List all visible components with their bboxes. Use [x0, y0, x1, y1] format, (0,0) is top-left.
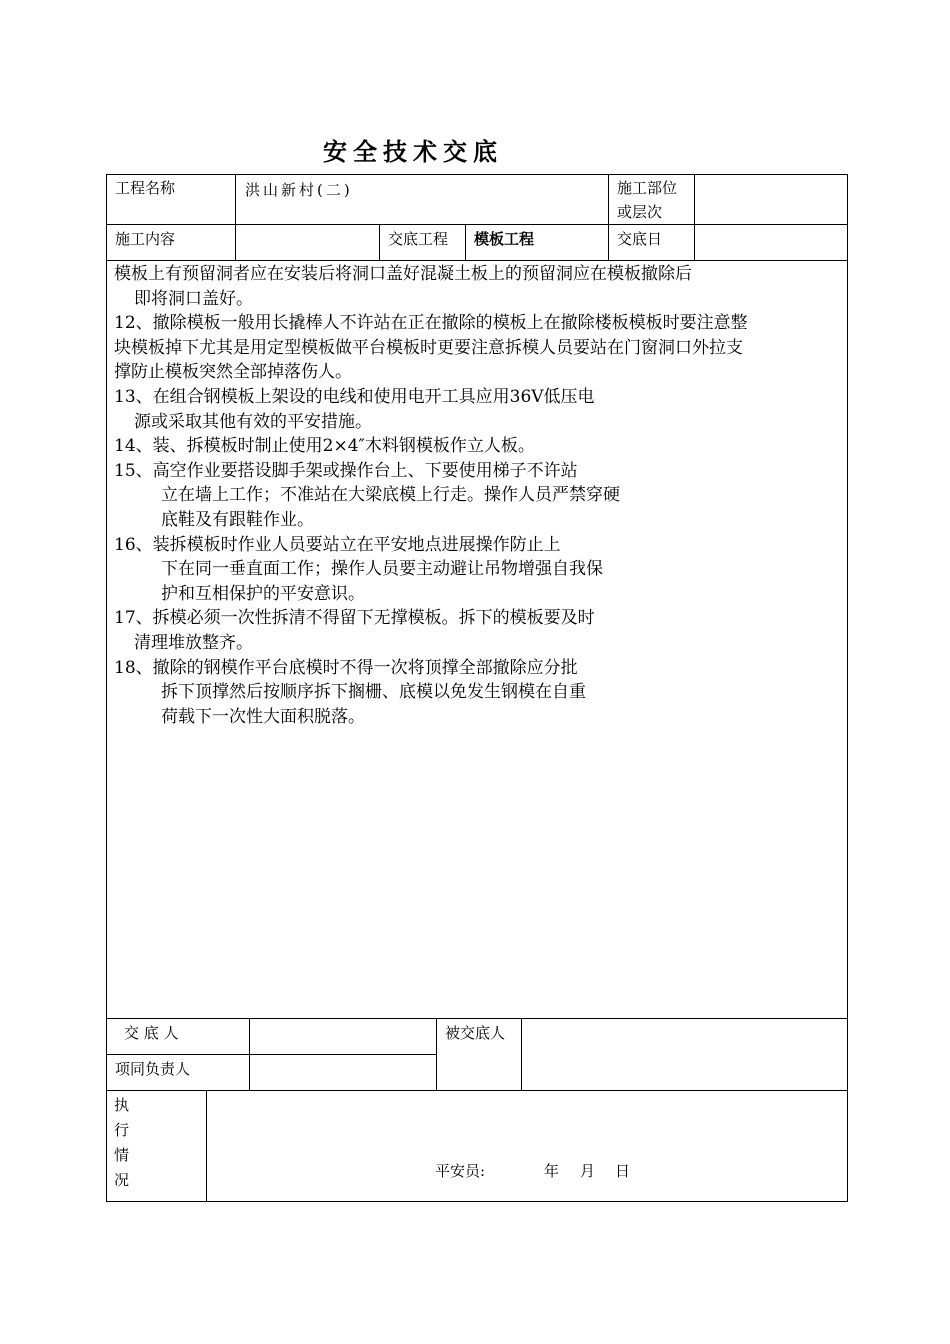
recipient-label: 被交底人 — [445, 1024, 506, 1042]
instruction-line: 16、装拆模板时作业人员要站立在平安地点进展操作防止上 — [114, 534, 561, 555]
instruction-line: 源或采取其他有效的平安措施。 — [134, 411, 372, 432]
instruction-line: 模板上有预留洞者应在安装后将洞口盖好混凝土板上的预留洞应在模板撤除后 — [114, 264, 692, 284]
instruction-line: 下在同一垂直面工作；操作人员要主动避让吊物增强自我保 — [161, 559, 603, 580]
location-label-2: 或层次 — [617, 203, 663, 221]
exec-char: 情 — [114, 1146, 130, 1164]
execution-section — [106, 1090, 848, 1202]
instruction-line: 17、拆模必须一次性拆清不得留下无撑模板。拆下的模板要及时 — [114, 608, 595, 629]
execution-status-label — [114, 1093, 134, 1193]
work-value: 模板工程 — [474, 230, 535, 248]
content-label: 施工内容 — [115, 230, 176, 248]
exec-char: 执 — [114, 1096, 130, 1114]
year-label: 年 — [544, 1162, 560, 1180]
day-label: 日 — [615, 1162, 631, 1180]
exec-char: 行 — [114, 1121, 130, 1139]
work-label: 交底工程 — [388, 230, 449, 248]
instruction-line: 14、装、拆模板时制止使用2×4″木料钢模板作立人板。 — [114, 436, 535, 457]
instruction-line: 清理堆放整齐。 — [134, 632, 253, 653]
document-title: 安全技术交底 — [323, 137, 503, 166]
month-label: 月 — [580, 1162, 596, 1180]
date-label: 交底日 — [617, 230, 663, 248]
instruction-line: 即将洞口盖好。 — [134, 288, 253, 309]
instruction-line: 护和互相保护的平安意识。 — [161, 583, 365, 604]
discloser-label: 交 底 人 — [124, 1024, 179, 1042]
safety-officer-label: 平安员: — [435, 1162, 486, 1180]
instruction-line: 13、在组合钢模板上架设的电线和使用电开工具应用36V低压电 — [114, 386, 595, 407]
instruction-line: 拆下顶撑然后按顺序拆下搁栅、底模以免发生钢模在自重 — [161, 682, 586, 703]
instruction-line: 块模板掉下尤其是用定型模板做平台模板时更要注意拆模人员要站在门窗洞口外拉支 — [114, 337, 743, 358]
instruction-line: 18、撤除的钢模作平台底模时不得一次将顶撑全部撤除应分批 — [114, 657, 578, 678]
instruction-line: 立在墙上工作；不准站在大梁底模上行走。操作人员严禁穿硬 — [161, 485, 620, 506]
instruction-line: 15、高空作业要搭设脚手架或操作台上、下要使用梯子不许站 — [114, 460, 578, 481]
instruction-line: 撑防止模板突然全部掉落伤人。 — [114, 362, 352, 383]
instruction-line: 荷载下一次性大面积脱落。 — [161, 706, 365, 727]
exec-char: 况 — [114, 1171, 130, 1189]
instruction-line: 底鞋及有跟鞋作业。 — [161, 509, 314, 530]
project-name-value: 洪山新村(二) — [245, 181, 353, 199]
instruction-line: 12、撤除模板一般用长撬棒人不许站在正在撤除的模板上在撤除楼板模板时要注意整 — [114, 313, 748, 334]
manager-label: 项同负责人 — [115, 1060, 191, 1078]
safety-instructions — [114, 262, 844, 729]
project-name-label: 工程名称 — [115, 179, 176, 197]
location-label-1: 施工部位 — [617, 179, 678, 197]
